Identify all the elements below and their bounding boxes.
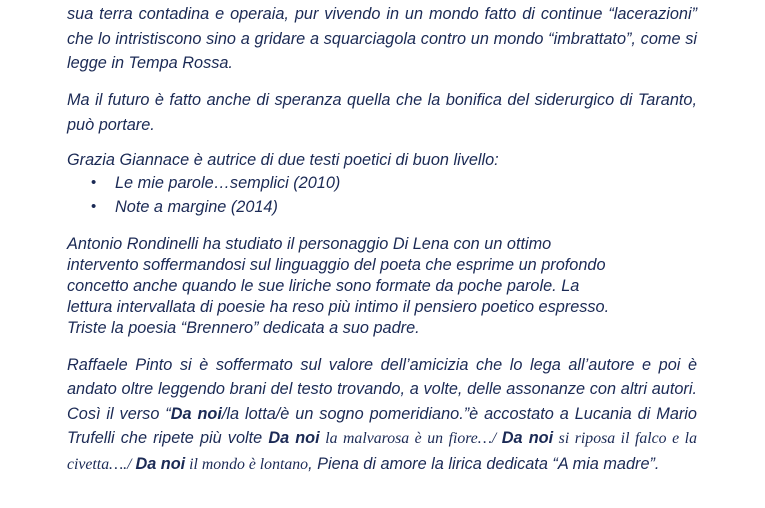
paragraph-rondinelli bbox=[67, 234, 707, 339]
paragraph-text: Grazia Giannace è autrice di due testi poetici di buon livello: bbox=[67, 151, 499, 169]
text-line: lettura intervallata di poesie ha reso più intimo il pensiero poetico espresso. bbox=[67, 298, 610, 316]
text-run: Raffaele Pinto si è soffermato sul valore dell’amicizia che lo lega all’autore e poi è andato oltre leggendo brani del testo trovando, a volte, delle assonanze con altri autori. Così il verso “ bbox=[67, 356, 697, 423]
bold-da-noi: Da noi bbox=[501, 429, 554, 448]
serif-quote-run: si riposa il falco e la civetta…./ bbox=[67, 430, 697, 473]
paragraph-taranto bbox=[67, 88, 697, 137]
bold-da-noi: Da noi bbox=[135, 454, 186, 473]
list-item bbox=[91, 195, 340, 219]
serif-quote-run: il mondo è lontano bbox=[185, 455, 309, 473]
paragraph-tempa-rossa bbox=[67, 2, 697, 76]
works-list bbox=[91, 171, 340, 219]
serif-quote-run: la malvarosa è un fiore…/ bbox=[319, 430, 502, 448]
text-line: intervento soffermandosi sul linguaggio del poeta che esprime un profondo bbox=[67, 256, 606, 274]
text-line: Triste la poesia “Brennero” dedicata a suo padre. bbox=[67, 319, 420, 337]
text-run: /la lotta/è un sogno pomeridiano.”è accostato a Lucania di Mario Trufelli che ripete più volte bbox=[67, 404, 697, 448]
bold-da-noi: Da noi bbox=[268, 429, 320, 448]
work-title: Note a margine (2014) bbox=[115, 198, 278, 216]
paragraph-pinto bbox=[67, 353, 697, 477]
bold-da-noi: Da noi bbox=[170, 404, 222, 423]
work-title: Le mie parole…semplici (2010) bbox=[115, 174, 341, 192]
paragraph-text: sua terra contadina e operaia, pur vivendo in un mondo fatto di continue “lacerazioni” che lo intristiscono sino a gridare a squarciagola contro un mondo “imbrattato”, come si legge in Tempa Rossa. bbox=[67, 5, 697, 72]
list-item bbox=[91, 171, 340, 195]
bullet-icon: • bbox=[91, 198, 97, 215]
bullet-icon: • bbox=[91, 174, 97, 191]
paragraph-text: Ma il futuro è fatto anche di speranza quella che la bonifica del siderurgico di Taranto, può portare. bbox=[67, 91, 697, 134]
text-line: Antonio Rondinelli ha studiato il personaggio Di Lena con un ottimo bbox=[67, 235, 552, 253]
paragraph-giannace-intro bbox=[67, 150, 697, 171]
text-line: concetto anche quando le sue liriche sono formate da poche parole. La bbox=[67, 277, 580, 295]
text-run: , Piena di amore la lirica dedicata “A mia madre”. bbox=[308, 454, 660, 473]
